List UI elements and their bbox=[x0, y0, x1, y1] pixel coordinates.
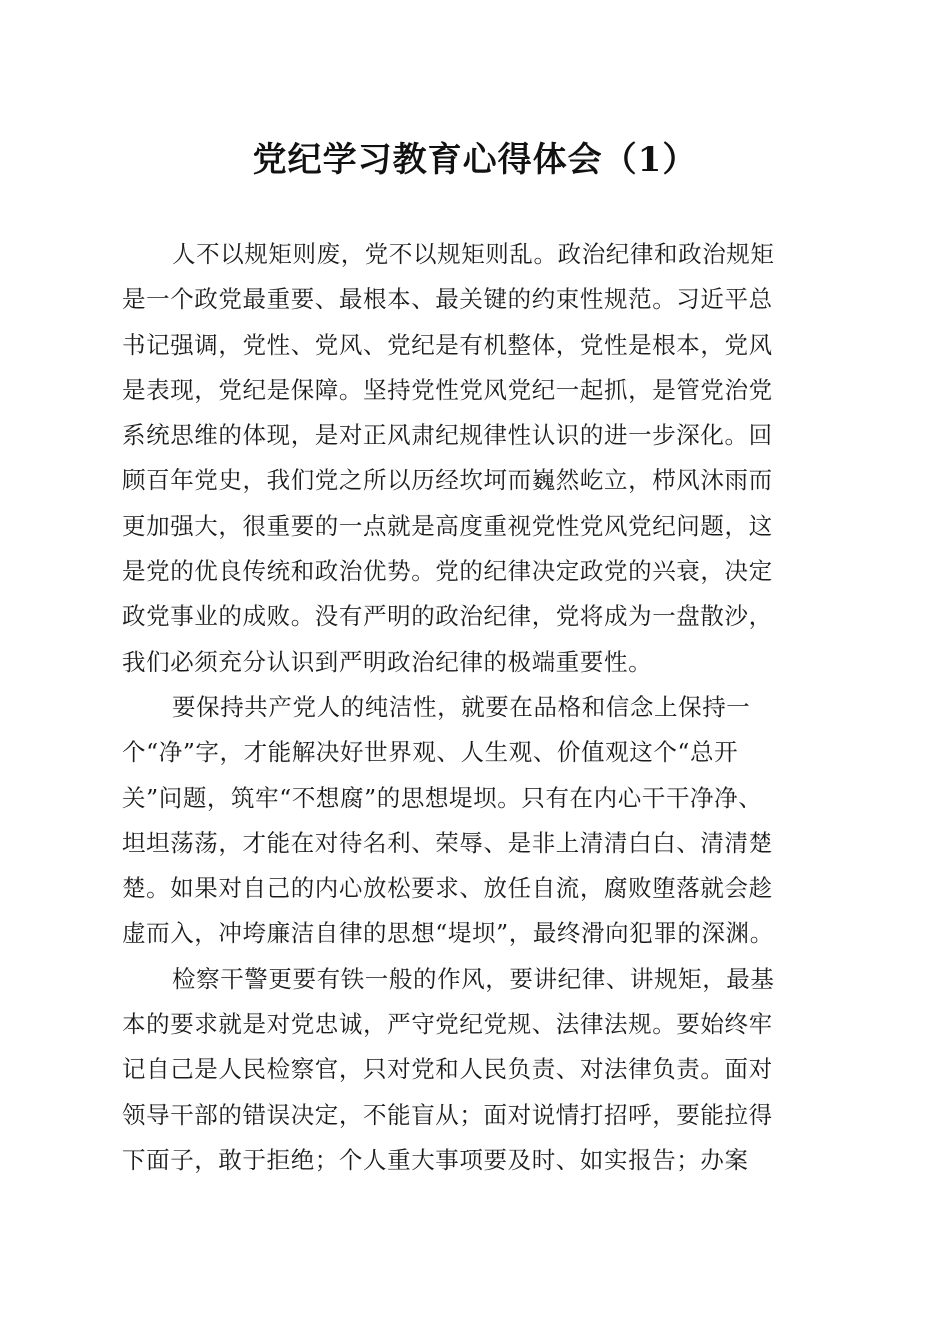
text-line: 人不以规矩则废，党不以规矩则乱。政治纪律和政治规矩 bbox=[172, 240, 775, 268]
text-line: 政党事业的成败。没有严明的政治纪律，党将成为一盘散沙， bbox=[122, 602, 773, 631]
text-line: 书记强调，党性、党风、党纪是有机整体，党性是根本，党风 bbox=[122, 330, 773, 359]
text-line: 关”问题，筑牢“不想腐”的思想堤坝。只有在内心干干净净、 bbox=[122, 783, 763, 812]
text-line: 本的要求就是对党忠诚，严守党纪党规、法律法规。要始终牢 bbox=[122, 1010, 773, 1039]
text-line: 下面子，敢于拒绝；个人重大事项要及时、如实报告；办案 bbox=[122, 1145, 749, 1174]
text-line: 顾百年党史，我们党之所以历经坎坷而巍然屹立，栉风沐雨而 bbox=[122, 466, 773, 495]
text-line: 系统思维的体现，是对正风肃纪规律性认识的进一步深化。回 bbox=[122, 421, 773, 450]
text-line: 我们必须充分认识到严明政治纪律的极端重要性。 bbox=[122, 647, 653, 676]
text-line: 领导干部的错误决定，不能盲从；面对说情打招呼，要能拉得 bbox=[122, 1100, 773, 1129]
text-line: 是党的优良传统和政治优势。党的纪律决定政党的兴衰，决定 bbox=[122, 557, 773, 586]
text-line: 个“净”字，才能解决好世界观、人生观、价值观这个“总开 bbox=[122, 738, 739, 767]
document-body bbox=[122, 232, 834, 1183]
text-line: 要保持共产党人的纯洁性，就要在品格和信念上保持一 bbox=[172, 692, 751, 721]
text-line: 检察干警更要有铁一般的作风，要讲纪律、讲规矩，最基 bbox=[172, 964, 775, 993]
text-line: 是一个政党最重要、最根本、最关键的约束性规范。习近平总 bbox=[122, 285, 773, 314]
text-line: 记自己是人民检察官，只对党和人民负责、对法律负责。面对 bbox=[122, 1055, 773, 1084]
text-line: 坦坦荡荡，才能在对待名利、荣辱、是非上清清白白、清清楚 bbox=[122, 828, 773, 857]
text-line: 是表现，党纪是保障。坚持党性党风党纪一起抓，是管党治党 bbox=[122, 375, 773, 404]
document-title: 党纪学习教育心得体会（1） bbox=[252, 140, 698, 180]
text-line: 虚而入，冲垮廉洁自律的思想“堤坝”，最终滑向犯罪的深渊。 bbox=[122, 919, 774, 948]
text-line: 楚。如果对自己的内心放松要求、放任自流，腐败堕落就会趁 bbox=[122, 874, 773, 903]
text-line: 更加强大，很重要的一点就是高度重视党性党风党纪问题，这 bbox=[122, 511, 773, 540]
